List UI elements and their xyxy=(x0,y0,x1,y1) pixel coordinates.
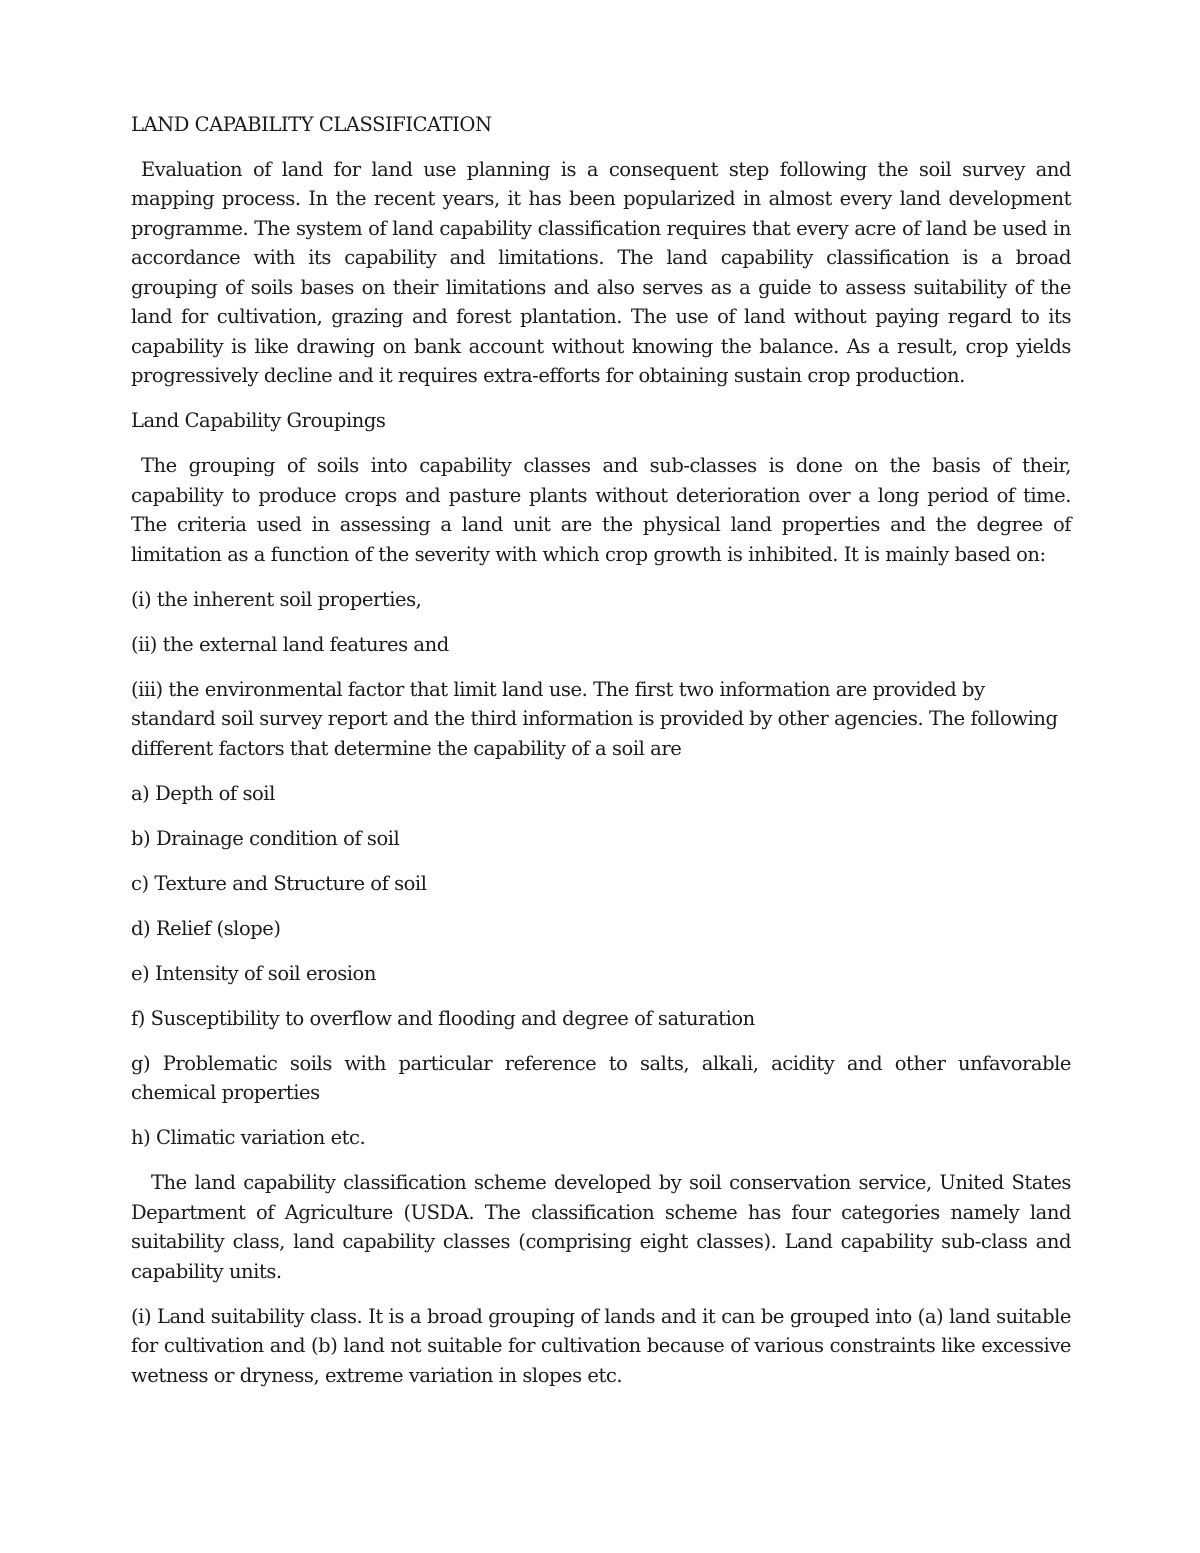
factor-item: a) Depth of soil xyxy=(131,781,275,805)
factor-item: d) Relief (slope) xyxy=(131,916,281,940)
basis-item: (iii) the environmental factor that limit land use. The first two information are provided by standard soil survey report and the third information is provided by other agencies. The following different factors that determine the capability of a soil are xyxy=(131,677,1058,760)
scheme-paragraph: The land capability classification scheme developed by soil conservation service, United States Department of Agriculture (USDA. The classification scheme has four categories namely land suitability class, land capability classes (comprising eight classes). Land capability sub-class and capability units. xyxy=(131,1171,1071,1283)
factor-item: f) Susceptibility to overflow and flooding and degree of saturation xyxy=(131,1006,755,1030)
section-heading: Land Capability Groupings xyxy=(131,409,386,432)
document-page xyxy=(131,110,1071,1390)
intro-paragraph: Evaluation of land for land use planning is a consequent step following the soil survey and mapping process. In the recent years, it has been popularized in almost every land development programme. The system of land capability classification requires that every acre of land be used in accordance with its capability and limitations. The land capability classification is a broad grouping of soils bases on their limitations and also serves as a guide to assess suitability of the land for cultivation, grazing and forest plantation. The use of land without paying regard to its capability is like drawing on bank account without knowing the balance. As a result, crop yields progressively decline and it requires extra-efforts for obtaining sustain crop production. xyxy=(131,157,1071,387)
document-title: LAND CAPABILITY CLASSIFICATION xyxy=(131,113,492,136)
groupings-paragraph: The grouping of soils into capability classes and sub-classes is done on the basis of their, capability to produce crops and pasture plants without deterioration over a long period of time. The criteria used in assessing a land unit are the physical land properties and the degree of limitation as a function of the severity with which crop growth is inhibited. It is mainly based on: xyxy=(131,454,1071,566)
factor-item: b) Drainage condition of soil xyxy=(131,826,400,850)
suitability-paragraph: (i) Land suitability class. It is a broad grouping of lands and it can be grouped into (a) land suitable for cultivation and (b) land not suitable for cultivation because of various constraints like excessive wetness or dryness, extreme variation in slopes etc. xyxy=(131,1304,1071,1387)
factor-item: h) Climatic variation etc. xyxy=(131,1126,366,1149)
factor-item: e) Intensity of soil erosion xyxy=(131,961,376,985)
factor-item: c) Texture and Structure of soil xyxy=(131,871,427,895)
basis-item: (ii) the external land features and xyxy=(131,632,449,656)
factor-item: g) Problematic soils with particular reference to salts, alkali, acidity and other unfavorable chemical properties xyxy=(131,1051,1071,1104)
basis-item: (i) the inherent soil properties, xyxy=(131,587,422,611)
